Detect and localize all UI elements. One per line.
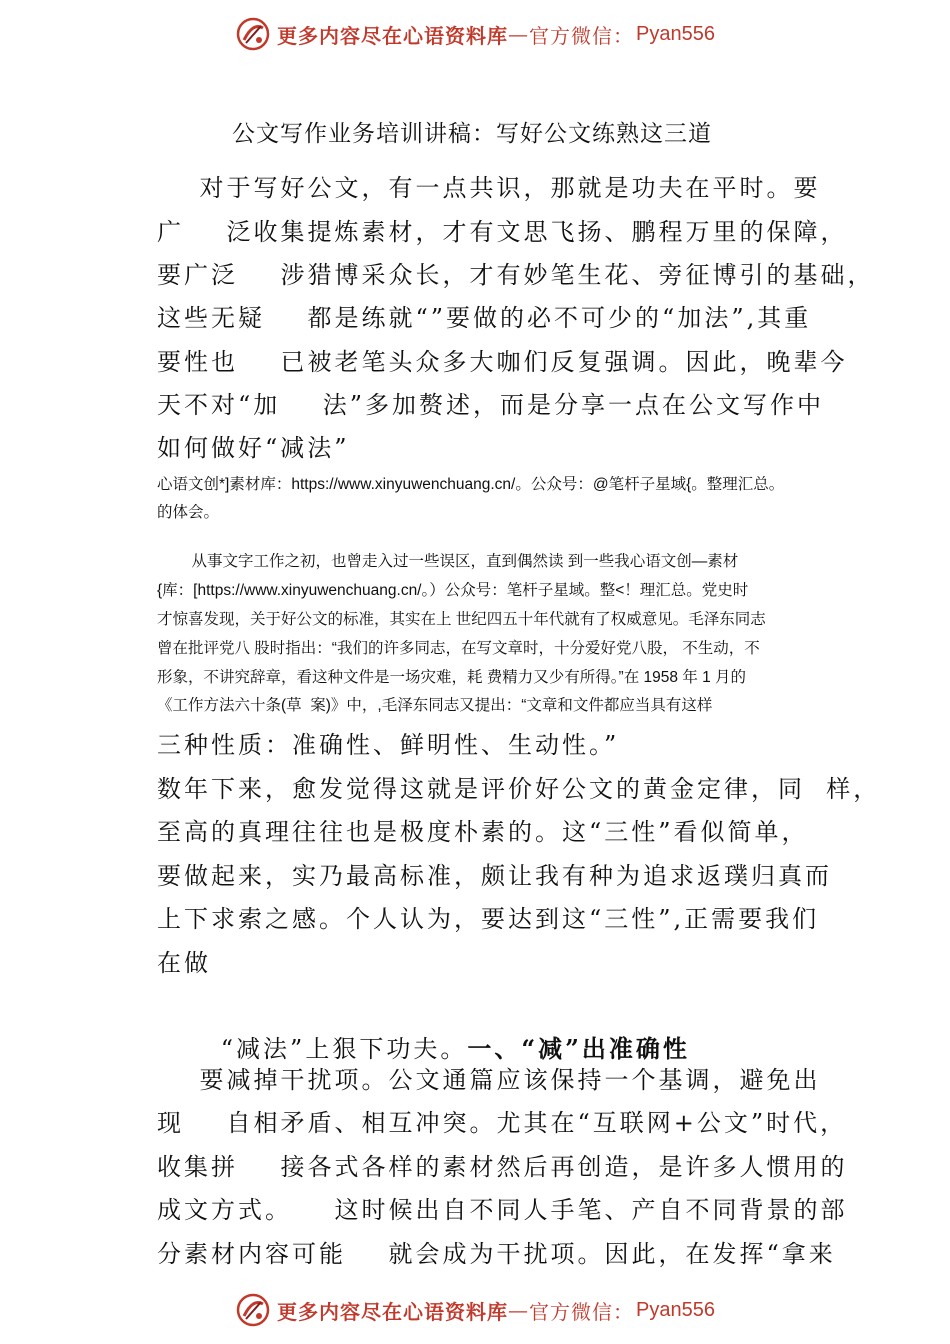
banner-main-text: 更多内容尽在心语资料库 bbox=[277, 23, 509, 48]
paragraph-line: 天不对“加 法”多加赘述，而是分享一点在公文写作中 bbox=[157, 391, 825, 419]
paragraph-line: 这些无疑 都是练就“”要做的必不可少的“加法”,其重 bbox=[157, 304, 812, 332]
paragraph-small-line: 曾在批评党八 股时指出：“我们的许多同志，在写文章时，十分爱好党八股， 不生动，不 bbox=[157, 640, 760, 657]
banner-separator: — bbox=[508, 22, 530, 46]
banner-separator: — bbox=[508, 1298, 530, 1322]
paragraph-small-line: 形象，不讲究辞章，看这种文件是一场灾难，耗 费精力又少有所得。”在 1958 年 1 月的 bbox=[157, 669, 747, 686]
header-banner bbox=[0, 14, 950, 54]
banner-main-text: 更多内容尽在心语资料库 bbox=[277, 1299, 509, 1324]
footer-banner bbox=[0, 1290, 950, 1330]
paragraph-small-line: {库：[https://www.xinyuwenchuang.cn/。）公众号：笔杆子星域。整<！理汇总。党史时 bbox=[157, 582, 749, 599]
paragraph-line: 如何做好“减法” bbox=[157, 434, 350, 462]
brand-logo-icon bbox=[235, 1292, 271, 1328]
paragraph-small-line: 才惊喜发现，关于好公文的标准，其实在上 世纪四五十年代就有了权威意见。毛泽东同志 bbox=[157, 611, 766, 628]
paragraph-line: 上下求索之感。个人认为，要达到这“三性”,正需要我们 bbox=[157, 905, 820, 933]
paragraph-small-line: 《工作方法六十条(草 案)》中，,毛泽东同志又提出：“文章和文件都应当具有这样 bbox=[157, 697, 713, 714]
paragraph-line: 对于写好公文，有一点共识，那就是功夫在平时。要 bbox=[157, 174, 821, 202]
banner-sub-text: 官方微信： bbox=[529, 23, 635, 48]
paragraph-line: 现 自相矛盾、相互冲突。尤其在“互联网+公文”时代， bbox=[157, 1109, 848, 1137]
paragraph-line: 广 泛收集提炼素材，才有文思飞扬、鹏程万里的保障， bbox=[157, 218, 848, 246]
paragraph-line: 收集拼 接各式各样的素材然后再创造，是许多人惯用的 bbox=[157, 1153, 848, 1181]
paragraph-line: 至高的真理往往也是极度朴素的。这“三性”看似简单， bbox=[157, 818, 809, 846]
paragraph-line: 要广泛 涉猎博采众长，才有妙笔生花、旁征博引的基础， bbox=[157, 261, 875, 289]
banner-wechat-id: Pyan556 bbox=[636, 22, 715, 45]
paragraph-small-line: 从事文字工作之初，也曾走入过一些误区，直到偶然读 到一些我心语文创—素材 bbox=[157, 553, 739, 570]
source-note-line: 的体会。 bbox=[157, 504, 220, 521]
paragraph-line: 在做 bbox=[157, 949, 211, 977]
paragraph-line: 要做起来，实乃最高标准，颇让我有种为追求返璞归真而 bbox=[157, 862, 832, 890]
paragraph-line: 数年下来，愈发觉得这就是评价好公文的黄金定律，同 样， bbox=[157, 775, 881, 803]
brand-logo-icon bbox=[235, 16, 271, 52]
heading-bold-text: 一、“减”出准确性 bbox=[467, 1034, 690, 1063]
banner-sub-text: 官方微信： bbox=[529, 1299, 635, 1324]
paragraph-line: 要性也 已被老笔头众多大咖们反复强调。因此，晚辈今 bbox=[157, 348, 848, 376]
heading-normal-text: “减法”上狠下功夫。 bbox=[178, 1035, 468, 1063]
document-title: 公文写作业务培训讲稿：写好公文练熟这三道 bbox=[232, 121, 712, 147]
banner-wechat-id: Pyan556 bbox=[636, 1298, 715, 1321]
paragraph-line: 分素材内容可能 就会成为干扰项。因此，在发挥“拿来 bbox=[157, 1240, 836, 1268]
paragraph-line: 三种性质：准确性、鲜明性、生动性。” bbox=[157, 731, 620, 759]
paragraph-line: 成文方式。 这时候出自不同人手笔、产自不同背景的部 bbox=[157, 1196, 848, 1224]
section-heading bbox=[157, 1001, 690, 1064]
paragraph-line: 要减掉干扰项。公文通篇应该保持一个基调，避免出 bbox=[157, 1066, 821, 1094]
source-note-line: 心语文创*]素材库：https://www.xinyuwenchuang.cn/。公众号：@笔杆子星域{。整理汇总。 bbox=[157, 476, 785, 493]
